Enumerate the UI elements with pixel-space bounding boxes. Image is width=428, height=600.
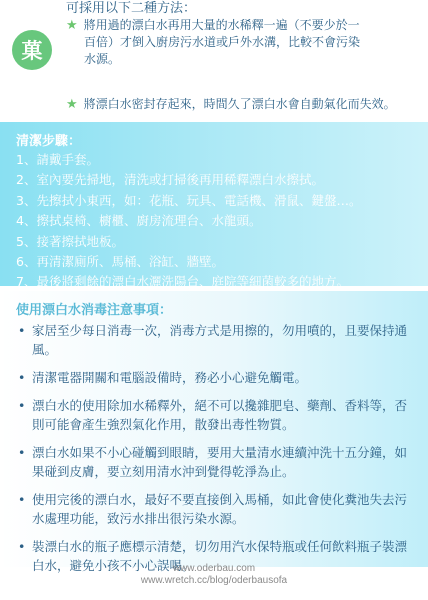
caution-item-text: 使用完後的漂白水，最好不要直接倒入馬桶，如此會使化糞池失去污水處理功能，致污水排出很污染水源。 xyxy=(32,492,408,526)
footer-link-2[interactable]: www.wretch.cc/blog/oderbausofa xyxy=(140,575,288,586)
bullet-icon: • xyxy=(18,539,26,554)
caution-item xyxy=(18,321,418,359)
steps-title: 清潔步驟： xyxy=(16,134,82,149)
method-1 xyxy=(66,17,416,68)
badge-text: 菓 xyxy=(21,39,43,63)
footer-link-1[interactable]: www.oderbau.com xyxy=(172,563,256,574)
bullet-icon: • xyxy=(18,323,26,338)
caution-list xyxy=(18,321,418,584)
steps-list xyxy=(16,150,361,293)
step-item: 3、先擦拭小東西，如：花瓶、玩具、電話機、滑鼠、鍵盤…。 xyxy=(16,192,362,208)
caution-item xyxy=(18,396,418,434)
caution-item-text: 裝漂白水的瓶子應標示清楚，切勿用汽水保特瓶或任何飲料瓶子裝漂白水，避免小孩不小心誤喝。 xyxy=(32,539,408,573)
method-1-line-3: 水源。 xyxy=(84,52,121,66)
caution-item-text: 漂白水如果不小心碰觸到眼睛，要用大量清水連續沖洗十五分鐘，如果碰到皮膚，要立刻用清水沖到覺得乾淨為止。 xyxy=(32,445,408,479)
caution-item xyxy=(18,490,418,528)
caution-title: 使用漂白水消毒注意事項： xyxy=(16,303,173,318)
step-item: 1、請戴手套。 xyxy=(16,152,99,167)
method-1-line-2: 百倍）才倒入廚房污水道或戶外水溝，比較不會污染 xyxy=(84,35,361,49)
bullet-icon: • xyxy=(18,398,26,413)
caution-item-text: 清潔電器開關和電腦設備時，務必小心避免觸電。 xyxy=(32,370,308,385)
step-item: 6、再清潔廁所、馬桶、浴缸、牆壁。 xyxy=(16,254,224,270)
method-2 xyxy=(66,96,416,113)
footer xyxy=(0,563,428,587)
star-icon: ★ xyxy=(66,97,78,112)
bullet-icon: • xyxy=(18,445,26,460)
step-item: 7、最後將剩餘的漂白水灑洗陽台、庭院等細菌較多的地方。 xyxy=(16,274,349,290)
category-badge xyxy=(12,30,52,70)
star-icon: ★ xyxy=(66,18,78,33)
steps-panel xyxy=(0,122,428,290)
caution-item-text: 漂白水的使用除加水稀釋外，絕不可以攙雜肥皂、藥劑、香料等，否則可能會產生強烈氣化作用，散發出毒性物質。 xyxy=(32,398,408,432)
bullet-icon: • xyxy=(18,492,26,507)
caution-item xyxy=(18,368,418,387)
method-2-line-1: 將漂白水密封存起來，時間久了漂白水會自動氣化而失效。 xyxy=(83,97,396,111)
intro-text: 可採用以下二種方法： xyxy=(66,1,197,16)
step-item: 5、接著擦拭地板。 xyxy=(16,233,124,249)
method-1-line-1: 將用過的漂白水再用大量的水稀釋一遍（不要少於一 xyxy=(83,18,360,32)
bullet-icon: • xyxy=(18,370,26,385)
step-item: 2、室內要先掃地，清洗或打掃後再用稀釋漂白水擦拭。 xyxy=(16,172,324,188)
caution-item-text: 家居至少每日消毒一次，消毒方式是用擦的，勿用噴的，且要保持通風。 xyxy=(32,323,408,357)
caution-item xyxy=(18,443,418,481)
step-item: 4、擦拭桌椅、櫥櫃、廚房流理台、水龍頭。 xyxy=(16,213,262,229)
